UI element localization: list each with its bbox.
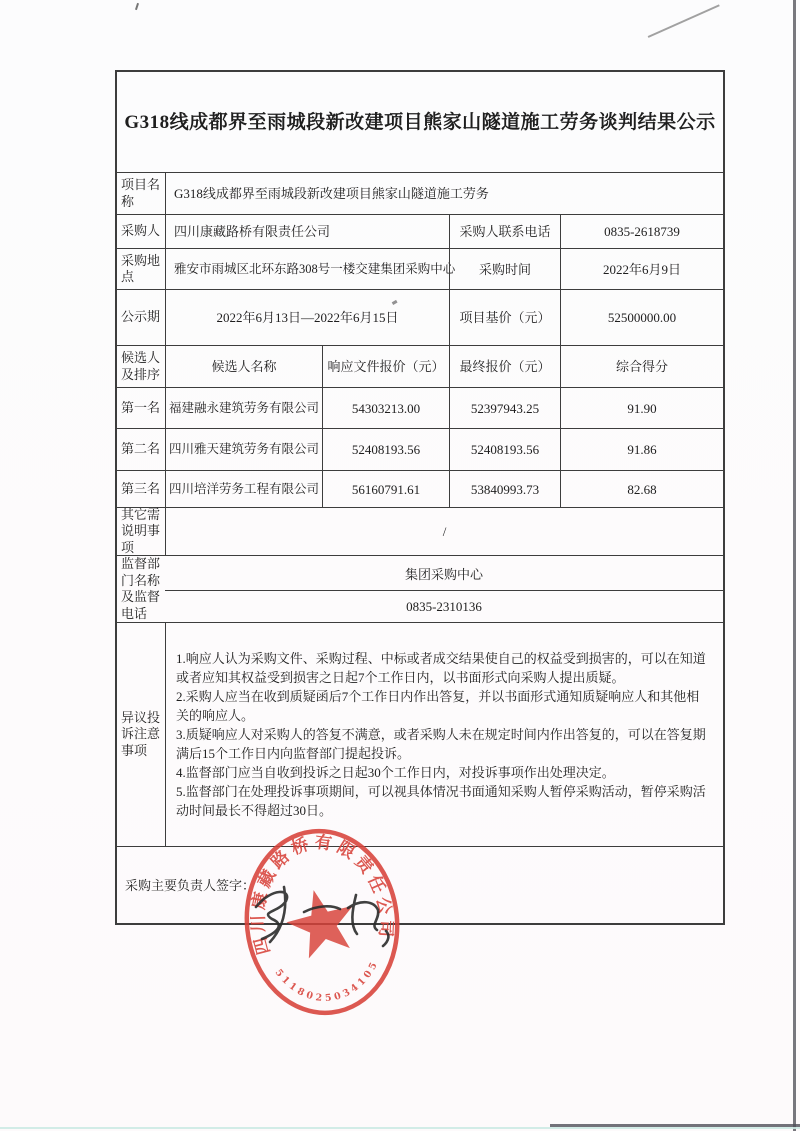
purchase-time-value: 2022年6月9日: [560, 249, 723, 289]
candidate-final-price: 52408193.56: [449, 429, 560, 470]
title-row: [117, 72, 723, 172]
candidate-doc-price: 56160791.61: [322, 471, 449, 507]
candidate-rank: 第三名: [121, 480, 161, 496]
supervision-label: 监督部门名称及监督电话: [121, 556, 161, 621]
candidate-score: 91.90: [560, 388, 723, 428]
candidate-name: 四川雅天建筑劳务有限公司: [165, 429, 322, 470]
purchaser-value: 四川康藏路桥有限责任公司: [165, 215, 449, 248]
scan-corner-crease: [648, 4, 720, 37]
project-name-row: [117, 172, 723, 214]
announcement-table: [115, 70, 725, 925]
candidate-header-row: [117, 345, 723, 387]
svg-text:5118025034105: [272, 957, 385, 1010]
page-title: G318线成都界至雨城段新改建项目熊家山隧道施工劳务谈判结果公示: [124, 111, 716, 133]
purchaser-phone-label: 采购人联系电话: [449, 215, 560, 248]
objection-label: 异议投诉注意事项: [121, 709, 161, 758]
project-name-value: G318线成都界至雨城段新改建项目熊家山隧道施工劳务: [165, 173, 723, 214]
base-price-label: 项目基价（元）: [449, 290, 560, 345]
supervision-department: 集团采购中心: [165, 556, 723, 591]
publicity-period-row: [117, 289, 723, 345]
candidate-name: 福建融永建筑劳务有限公司: [165, 388, 322, 428]
objection-item: 4.监督部门应当自收到投诉之日起30个工作日内，对投诉事项作出处理决定。: [176, 765, 615, 780]
purchaser-row: [117, 214, 723, 248]
seal-company-text: 四川康藏路桥有限责任公司: [248, 832, 396, 957]
objection-item: 3.质疑响应人对采购人的答复不满意，或者采购人未在规定时间内作出答复的，可以在答复期满后15个工作日内向监督部门提起投诉。: [176, 727, 706, 761]
other-notes-row: [117, 507, 723, 555]
table-row: [117, 428, 723, 470]
purchaser-phone-value: 0835-2618739: [560, 215, 723, 248]
other-notes-label: 其它需说明事项: [121, 506, 161, 555]
signature-row: [117, 846, 723, 923]
candidate-doc-price: 54303213.00: [322, 388, 449, 428]
candidate-score: 82.68: [560, 471, 723, 507]
objection-item: 5.监督部门在处理投诉事项期间，可以视具体情况书面通知采购人暂停采购活动，暂停采购活动时间最长不得超过30日。: [176, 784, 706, 818]
publicity-period-value: 2022年6月13日—2022年6月15日: [165, 290, 449, 345]
objection-text: [165, 623, 723, 846]
objection-item: 2.采购人应当在收到质疑函后7个工作日内作出答复，并以书面形式通知质疑响应人和其他相关的响应人。: [176, 689, 700, 723]
candidate-final-price: 52397943.25: [449, 388, 560, 428]
scan-right-edge: [793, 0, 796, 1131]
seal-code-text: 5118025034105: [272, 957, 382, 1005]
location-value: 雅安市雨城区北环东路308号一楼交建集团采购中心: [165, 249, 449, 289]
candidate-final-price: 53840993.73: [449, 471, 560, 507]
score-header: 综合得分: [560, 346, 723, 387]
base-price-value: 52500000.00: [560, 290, 723, 345]
doc-price-header: 响应文件报价（元）: [322, 346, 449, 387]
scan-bottom-tint: [0, 1127, 800, 1129]
candidate-score: 91.86: [560, 429, 723, 470]
supervision-row: [117, 555, 723, 622]
project-name-label: 项目名称: [121, 177, 161, 209]
candidate-name-header: 候选人名称: [165, 346, 322, 387]
candidate-rank: 第一名: [121, 399, 161, 415]
candidate-name: 四川培洋劳务工程有限公司: [165, 471, 322, 507]
purchaser-label: 采购人: [121, 223, 161, 239]
candidate-section-label: 候选人及排序: [121, 350, 161, 382]
candidate-rank: 第二名: [121, 441, 161, 457]
objection-row: [117, 622, 723, 846]
table-row: [117, 470, 723, 507]
location-label: 采购地点: [121, 252, 161, 284]
signature-label: 采购主要负责人签字：: [125, 877, 256, 893]
candidate-doc-price: 52408193.56: [322, 429, 449, 470]
supervision-values: [165, 556, 723, 622]
scan-speck: [135, 3, 139, 10]
objection-item: 1.响应人认为采购文件、采购过程、中标或者成交结果使自己的权益受到损害的，可以在知道或者应知其权益受到损害之日起7个工作日内，以书面形式向采购人提出质疑。: [176, 651, 706, 685]
table-row: [117, 387, 723, 428]
other-notes-value: /: [165, 508, 723, 555]
publicity-period-label: 公示期: [121, 309, 161, 325]
location-row: [117, 248, 723, 289]
final-price-header: 最终报价（元）: [449, 346, 560, 387]
purchase-time-label: 采购时间: [449, 249, 560, 289]
supervision-phone: 0835-2310136: [406, 598, 482, 614]
